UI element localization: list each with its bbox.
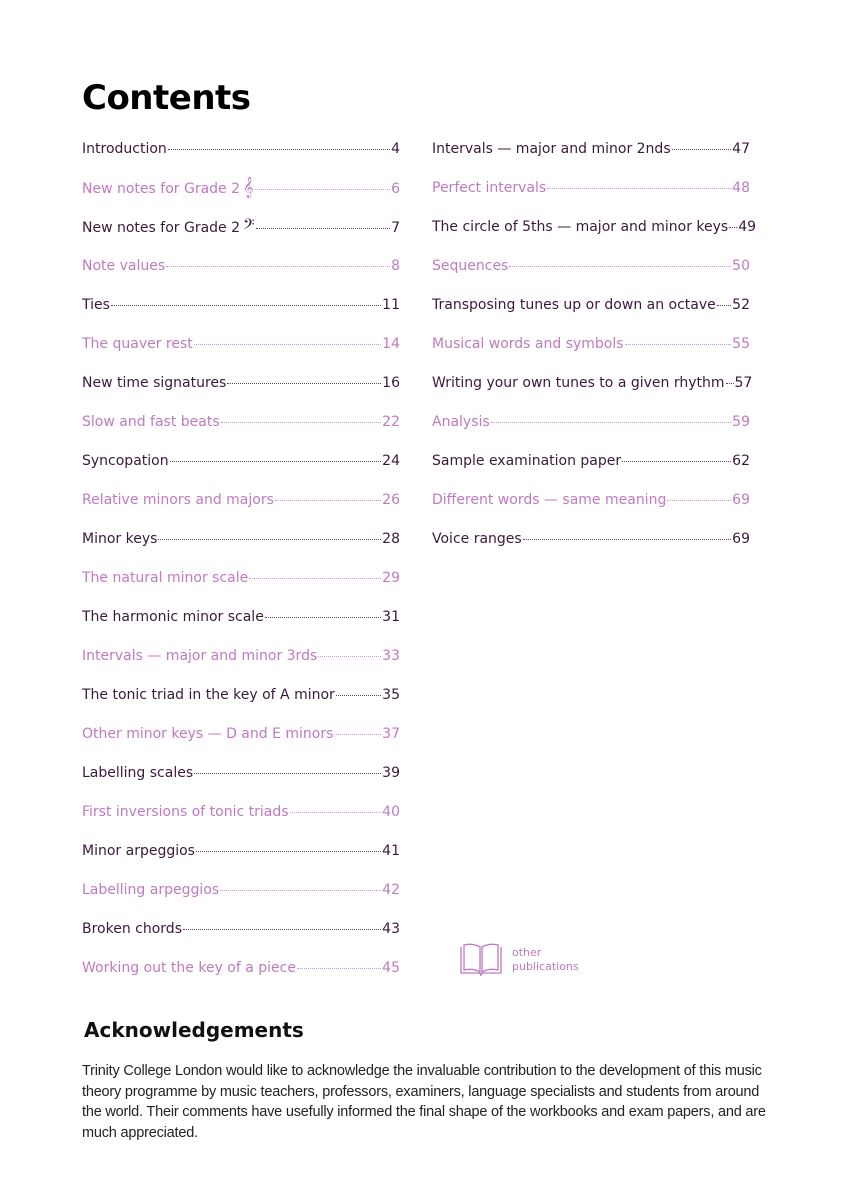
- toc-entry-label: The circle of 5ths — major and minor keys: [432, 219, 729, 235]
- dot-leader: [265, 617, 381, 618]
- toc-entry-label: The quaver rest: [82, 336, 193, 352]
- toc-entry-label: The harmonic minor scale: [82, 609, 264, 625]
- dot-leader: [729, 227, 737, 228]
- toc-entry[interactable]: [82, 763, 400, 802]
- toc-entry[interactable]: [82, 490, 400, 529]
- dot-leader: [256, 228, 390, 229]
- dot-leader: [255, 189, 390, 190]
- toc-entry[interactable]: [82, 802, 400, 841]
- toc-page-number: 59: [732, 414, 750, 430]
- toc-entry-label: Note values: [82, 258, 166, 274]
- toc-entry-label: Sequences: [432, 258, 509, 274]
- toc-page-number: 47: [732, 141, 750, 157]
- toc-entry-label: Ties: [82, 297, 110, 313]
- toc-page-number: 69: [732, 531, 750, 547]
- toc-page-number: 24: [382, 453, 400, 469]
- toc-page-number: 57: [734, 375, 753, 391]
- toc-entry[interactable]: [82, 724, 400, 763]
- dot-leader: [625, 344, 732, 345]
- acknowledgements-body: Trinity College London would like to acknowledge the invaluable contribution to the development of this music theory programme by music teachers, professors, examiners, language specialists and students from around the world. Their comments have usefully informed the final shape of the workbooks and exam papers, and are much appreciated.: [82, 1063, 766, 1141]
- toc-page-number: 48: [732, 180, 750, 196]
- toc-entry[interactable]: [432, 373, 753, 412]
- toc-entry-label: Sample examination paper: [432, 453, 622, 469]
- toc-entry[interactable]: [82, 334, 400, 373]
- toc-entry-label: Analysis: [432, 414, 490, 430]
- toc-page-number: 22: [382, 414, 400, 430]
- toc-entry[interactable]: [82, 568, 400, 607]
- toc-page-number: 14: [382, 336, 400, 352]
- toc-entry[interactable]: [82, 139, 400, 178]
- dot-leader: [111, 305, 381, 306]
- toc-entry-label: Intervals — major and minor 3rds: [82, 648, 318, 664]
- toc-entry[interactable]: [82, 880, 400, 919]
- other-publications-line1: other: [512, 946, 542, 959]
- dot-leader: [196, 851, 381, 852]
- toc-entry-label: Slow and fast beats: [82, 414, 220, 430]
- dot-leader: [667, 500, 731, 501]
- toc-entry[interactable]: [432, 256, 750, 295]
- toc-page-number: 40: [382, 804, 400, 820]
- dot-leader: [166, 266, 390, 267]
- toc-page-number: 31: [382, 609, 400, 625]
- dot-leader: [194, 773, 381, 774]
- dot-leader: [334, 734, 381, 735]
- toc-entry[interactable]: [82, 295, 400, 334]
- toc-entry-label: Musical words and symbols: [432, 336, 624, 352]
- toc-entry-label: Labelling arpeggios: [82, 882, 220, 898]
- toc-entry-label: Broken chords: [82, 921, 182, 937]
- toc-page-number: 33: [382, 648, 400, 664]
- toc-page-number: 55: [732, 336, 750, 352]
- toc-entry[interactable]: [82, 217, 400, 256]
- toc-page-number: 35: [382, 687, 400, 703]
- toc-page-number: 69: [732, 492, 750, 508]
- toc-page-number: 37: [382, 726, 400, 742]
- toc-entry[interactable]: [82, 412, 400, 451]
- toc-entry-label: New notes for Grade 2: [82, 220, 241, 236]
- treble-clef-icon: 𝄞: [243, 177, 254, 198]
- toc-entry-label: Minor arpeggios: [82, 843, 195, 859]
- toc-entry-label: Other minor keys — D and E minors: [82, 726, 334, 742]
- dot-leader: [297, 968, 381, 969]
- dot-leader: [523, 539, 731, 540]
- toc-entry[interactable]: [432, 529, 750, 568]
- toc-page-number: 16: [382, 375, 400, 391]
- toc-entry[interactable]: [82, 685, 400, 724]
- toc-entry-label: Intervals — major and minor 2nds: [432, 141, 671, 157]
- toc-page-number: 52: [732, 297, 750, 313]
- dot-leader: [318, 656, 381, 657]
- toc-entry-label: Introduction: [82, 141, 167, 157]
- toc-entry-label: First inversions of tonic triads: [82, 804, 289, 820]
- toc-page-number: 8: [391, 258, 400, 274]
- toc-page-number: 26: [382, 492, 400, 508]
- toc-entry-label: Different words — same meaning: [432, 492, 667, 508]
- toc-entry[interactable]: [432, 139, 750, 178]
- toc-entry-label: The natural minor scale: [82, 570, 249, 586]
- toc-page-number: 62: [732, 453, 750, 469]
- dot-leader: [672, 149, 732, 150]
- toc-page-number: 6: [391, 181, 400, 197]
- open-book-icon: [458, 942, 504, 978]
- toc-entry-label: Perfect intervals: [432, 180, 547, 196]
- toc-page-number: 39: [382, 765, 400, 781]
- dot-leader: [220, 890, 381, 891]
- toc-page-number: 4: [391, 141, 400, 157]
- dot-leader: [249, 578, 381, 579]
- toc-page-number: 49: [738, 219, 757, 235]
- toc-entry[interactable]: [82, 529, 400, 568]
- toc-entry[interactable]: [82, 841, 400, 880]
- toc-entry-label: New time signatures: [82, 375, 227, 391]
- toc-entry[interactable]: [82, 256, 400, 295]
- acknowledgements-heading: Acknowledgements: [84, 1018, 304, 1042]
- toc-entry-label: Labelling scales: [82, 765, 194, 781]
- toc-entry[interactable]: [82, 607, 400, 646]
- toc-entry[interactable]: [432, 412, 750, 451]
- toc-entry-label: Syncopation: [82, 453, 169, 469]
- dot-leader: [227, 383, 381, 384]
- bass-clef-icon: 𝄢: [243, 216, 255, 237]
- toc-entry-label: New notes for Grade 2: [82, 181, 241, 197]
- toc-entry[interactable]: [82, 373, 400, 412]
- toc-page-number: 11: [382, 297, 400, 313]
- dot-leader: [290, 812, 382, 813]
- toc-entry-label: Transposing tunes up or down an octave: [432, 297, 716, 313]
- toc-entry-label: Writing your own tunes to a given rhythm: [432, 375, 725, 391]
- dot-leader: [158, 539, 381, 540]
- dot-leader: [726, 383, 734, 384]
- toc-entry[interactable]: [432, 178, 750, 217]
- dot-leader: [491, 422, 731, 423]
- toc-left-column: [82, 139, 400, 997]
- dot-leader: [622, 461, 731, 462]
- other-publications-link[interactable]: [458, 942, 579, 978]
- dot-leader: [275, 500, 381, 501]
- toc-entry-label: Minor keys: [82, 531, 158, 547]
- toc-entry-label: The tonic triad in the key of A minor: [82, 687, 335, 703]
- toc-right-column: [432, 139, 757, 568]
- toc-entry[interactable]: [82, 451, 400, 490]
- toc-page-number: 42: [382, 882, 400, 898]
- other-publications-line2: publications: [512, 960, 579, 973]
- toc-entry[interactable]: [432, 217, 757, 256]
- dot-leader: [194, 344, 381, 345]
- toc-page-number: 41: [382, 843, 400, 859]
- dot-leader: [336, 695, 381, 696]
- dot-leader: [168, 149, 390, 150]
- dot-leader: [547, 188, 731, 189]
- toc-entry-label: Working out the key of a piece: [82, 960, 296, 976]
- toc-entry[interactable]: [82, 919, 400, 958]
- toc-entry[interactable]: [82, 178, 400, 217]
- toc-entry[interactable]: [432, 295, 750, 334]
- dot-leader: [717, 305, 731, 306]
- toc-entry[interactable]: [432, 490, 750, 529]
- page-title: Contents: [82, 78, 251, 118]
- toc-page-number: 28: [382, 531, 400, 547]
- dot-leader: [183, 929, 381, 930]
- toc-entry-label: Voice ranges: [432, 531, 522, 547]
- toc-entry[interactable]: [82, 958, 400, 997]
- toc-page-number: 29: [382, 570, 400, 586]
- toc-entry[interactable]: [432, 451, 750, 490]
- toc-page-number: 50: [732, 258, 750, 274]
- toc-page-number: 45: [382, 960, 400, 976]
- dot-leader: [221, 422, 382, 423]
- toc-page-number: 43: [382, 921, 400, 937]
- dot-leader: [509, 266, 731, 267]
- toc-entry[interactable]: [82, 646, 400, 685]
- dot-leader: [170, 461, 382, 462]
- toc-page-number: 7: [391, 220, 400, 236]
- toc-entry[interactable]: [432, 334, 750, 373]
- toc-entry-label: Relative minors and majors: [82, 492, 274, 508]
